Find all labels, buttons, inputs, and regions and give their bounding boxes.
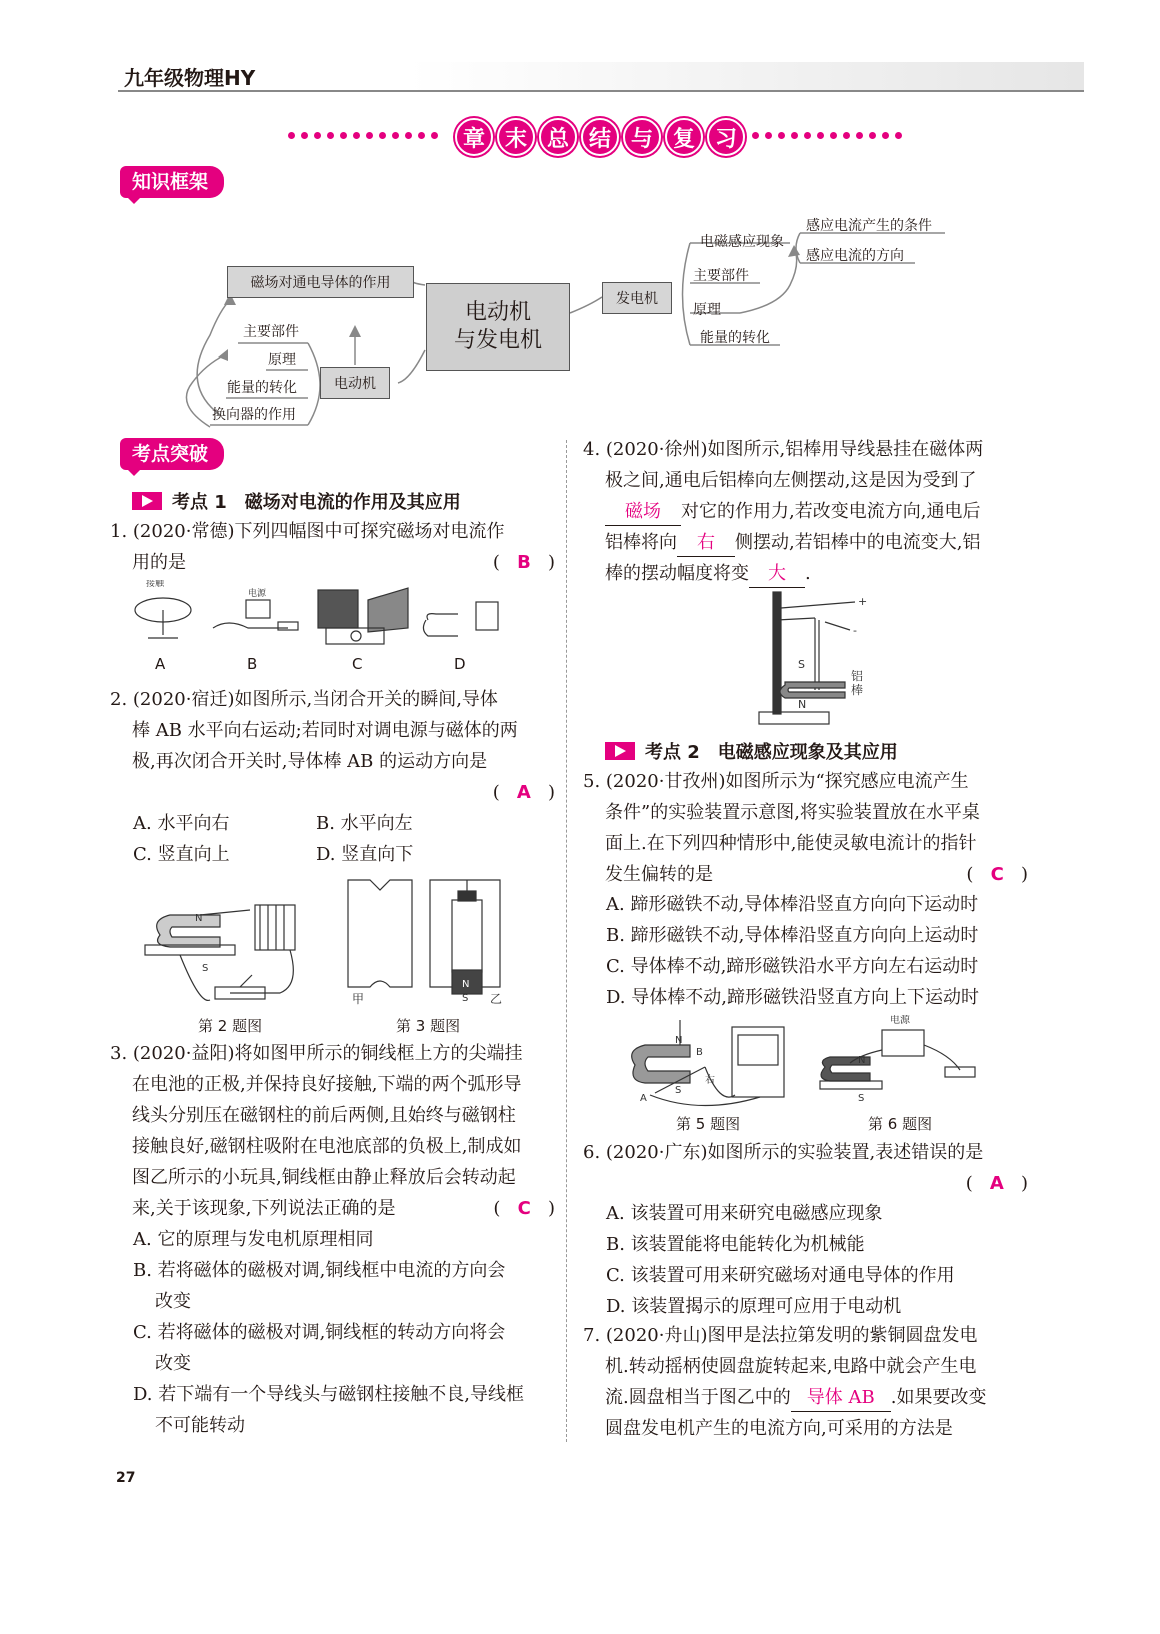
header-rule	[118, 90, 1084, 92]
q3-line: 来,关于该现象,下列说法正确的是	[132, 1198, 396, 1219]
fig3-label-jia: 甲	[352, 992, 365, 1006]
q7-line: 机.转动摇柄使圆盘旋转起来,电路中就会产生电	[605, 1356, 977, 1377]
q5-line: 面上.在下列四种情形中,能使灵敏电流计的指针	[605, 833, 977, 854]
q1-answer: B	[517, 552, 531, 573]
title-dots-right	[752, 128, 902, 142]
fig-small-label: 电源	[248, 589, 267, 599]
q1-fig-label: B	[247, 655, 258, 673]
q2-option: C. 竖直向上	[133, 844, 230, 865]
q3-line: 在电池的正极,并保持良好接触,下端的两个弧形导	[132, 1074, 522, 1095]
mindmap-node-motor: 电动机	[320, 367, 390, 399]
fig4-label: 棒	[851, 683, 864, 697]
q3-option-cont: 改变	[155, 1353, 191, 1374]
center-line2: 与发电机	[453, 328, 542, 353]
q4-line: 对它的作用力,若改变电流方向,通电后	[681, 501, 981, 522]
q5-options	[606, 889, 1026, 1013]
q3-option-cont: 改变	[155, 1291, 191, 1312]
svg-text:S: S	[858, 1093, 865, 1104]
q2-answer: A	[516, 782, 531, 803]
page-number: 27	[116, 1470, 136, 1486]
motor-item: 换向器的作用	[212, 407, 296, 423]
gen-item: 主要部件	[693, 268, 749, 284]
q4-line: 4. (2020·徐州)如图所示,铝棒用导线悬挂在磁体两	[583, 439, 984, 460]
play-icon	[605, 742, 635, 760]
title-char: 结	[581, 118, 619, 156]
title-char: 与	[623, 118, 661, 156]
q7-line: .如果要改变	[890, 1387, 987, 1408]
question-2	[110, 684, 555, 808]
q2-answer-bracket: ( A )	[492, 782, 555, 803]
q7-line: 流.圆盘相当于图乙中的	[605, 1387, 791, 1408]
chapter-title	[455, 118, 745, 156]
q1-fig-label: A	[155, 655, 166, 673]
title-char: 末	[497, 118, 535, 156]
point2-title: 电磁感应现象及其应用	[717, 742, 898, 763]
svg-text:S: S	[202, 963, 209, 974]
q5-option: C. 导体棒不动,蹄形磁铁沿水平方向左右运动时	[606, 956, 979, 977]
q6-answer: A	[989, 1173, 1004, 1194]
q5-line: 条件”的实验装置示意图,将实验装置放在水平桌	[605, 802, 980, 823]
em-item: 感应电流产生的条件	[806, 218, 932, 234]
q6-option: C. 该装置可用来研究磁场对通电导体的作用	[606, 1265, 955, 1286]
q7-blank: 导体 AB	[791, 1385, 891, 1412]
q5-line: 5. (2020·甘孜州)如图所示为“探究感应电流产生	[583, 771, 969, 792]
mindmap-node-magnetic-force: 磁场对通电导体的作用	[227, 266, 414, 298]
q3-line: 线头分别压在磁钢柱的前后两侧,且始终与磁钢柱	[132, 1105, 516, 1126]
q1-line: 用的是	[132, 552, 186, 573]
q4-blank: 磁场	[605, 499, 681, 526]
em-induction-label: 电磁感应现象	[700, 234, 784, 250]
mindmap-center-node	[426, 283, 570, 371]
svg-text:S: S	[462, 993, 469, 1004]
question-6	[583, 1137, 1028, 1199]
q6-options	[606, 1198, 1026, 1322]
q7-line: 7. (2020·舟山)图甲是法拉第发明的紫铜圆盘发电	[583, 1325, 978, 1346]
q2-option: A. 水平向右	[133, 813, 230, 834]
q1-figures	[128, 580, 508, 650]
header-band	[118, 62, 1084, 90]
q6-answer-bracket: ( A )	[965, 1173, 1028, 1194]
tag-breakthrough: 考点突破	[120, 438, 224, 470]
fig-small-label: 接触	[146, 580, 165, 589]
q2-option: B. 水平向左	[316, 813, 413, 834]
question-7	[583, 1320, 1028, 1444]
question-5	[583, 766, 1028, 890]
svg-text:N: N	[195, 913, 203, 924]
tag-knowledge-framework: 知识框架	[120, 166, 224, 198]
q4-blank: 右	[677, 530, 735, 557]
q3-option: D. 若下端有一个导线头与磁钢柱接触不良,导线框	[133, 1384, 524, 1405]
fig6-label-power: 电源	[890, 1015, 910, 1026]
point1-title: 磁场对电流的作用及其应用	[244, 492, 461, 513]
mindmap-node-generator: 发电机	[602, 282, 672, 314]
q2-q3-figures	[140, 875, 520, 1015]
q3-answer-bracket: ( C )	[493, 1198, 555, 1219]
q5-answer-bracket: ( C )	[966, 864, 1028, 885]
q3-line: 图乙所示的小玩具,铜线框由静止释放后会转动起	[132, 1167, 516, 1188]
play-icon	[132, 492, 162, 510]
q1-answer-bracket: ( B )	[492, 552, 555, 573]
title-char: 复	[665, 118, 703, 156]
q3-option-cont: 不可能转动	[155, 1415, 245, 1436]
question-3	[110, 1038, 555, 1224]
q5-answer: C	[990, 864, 1004, 885]
svg-text:S: S	[798, 658, 805, 671]
motor-item: 能量的转化	[227, 380, 297, 396]
q4-line: 极之间,通电后铝棒向左侧摆动,这是因为受到了	[605, 470, 977, 491]
q5-option: D. 导体棒不动,蹄形磁铁沿竖直方向上下运动时	[606, 987, 979, 1008]
q4-line: 棒的摆动幅度将变	[605, 563, 749, 584]
q3-line: 接触良好,磁钢柱吸附在电池底部的负极上,制成如	[132, 1136, 522, 1157]
q2-line: 棒 AB 水平向右运动;若同时对调电源与磁体的两	[132, 720, 518, 741]
center-line1: 电动机	[464, 300, 531, 325]
q3-line: 3. (2020·益阳)将如图甲所示的铜线框上方的尖端挂	[110, 1043, 523, 1064]
svg-text:N: N	[798, 698, 807, 711]
point1-heading	[132, 488, 461, 514]
q2-option: D. 竖直向下	[316, 844, 414, 865]
svg-text:N: N	[675, 1035, 683, 1046]
fig-caption: 第 2 题图	[198, 1017, 263, 1035]
point1-label: 考点 1	[172, 492, 227, 513]
q4-blank: 大	[749, 561, 805, 588]
svg-text:+: +	[858, 595, 868, 608]
fig-caption: 第 5 题图	[676, 1115, 741, 1133]
gen-item: 能量的转化	[700, 330, 770, 346]
fig-caption: 第 3 题图	[396, 1017, 461, 1035]
q5-option: A. 蹄形磁铁不动,导体棒沿竖直方向向下运动时	[606, 894, 979, 915]
q6-line: 6. (2020·广东)如图所示的实验装置,表述错误的是	[583, 1142, 984, 1163]
q6-option: A. 该装置可用来研究电磁感应现象	[606, 1203, 883, 1224]
mindmap-connectors	[180, 205, 980, 435]
q4-line: 侧摆动,若铝棒中的电流变大,铝	[735, 532, 981, 553]
point2-heading	[605, 738, 898, 764]
book-title: 九年级物理HY	[124, 66, 256, 90]
q1-fig-label: C	[352, 655, 363, 673]
fig4-label: 铝	[851, 669, 864, 683]
svg-text:N: N	[462, 979, 470, 990]
title-dots-left	[288, 128, 438, 142]
fig-caption: 第 6 题图	[868, 1115, 933, 1133]
q1-fig-label: D	[454, 655, 466, 673]
q4-figure	[755, 590, 885, 730]
motor-item: 主要部件	[243, 324, 299, 340]
q2-line: 极,再次闭合开关时,导体棒 AB 的运动方向是	[132, 751, 488, 772]
q3-options	[133, 1224, 553, 1441]
q3-option: A. 它的原理与发电机原理相同	[133, 1229, 374, 1250]
gen-item: 原理	[693, 302, 721, 318]
title-char: 总	[539, 118, 577, 156]
q3-option: B. 若将磁体的磁极对调,铜线框中电流的方向会	[133, 1260, 506, 1281]
q7-line: 圆盘发电机产生的电流方向,可采用的方法是	[605, 1418, 953, 1439]
motor-item: 原理	[268, 352, 296, 368]
question-4: 4. (2020·徐州)如图所示,铝棒用导线悬挂在磁体两 极之间,通电后铝棒向左侧摆动,这是因为受到了 磁场 对它的作用力,若改变电流方向,通电后 铝棒将向 右 侧摆动,若铝棒中的电流变大,铝 棒的摆动幅度将变 大 .	[583, 434, 1028, 589]
q5-q6-figures	[620, 1015, 1000, 1115]
q5-option: B. 蹄形磁铁不动,导体棒沿竖直方向向上运动时	[606, 925, 979, 946]
q6-option: B. 该装置能将电能转化为机械能	[606, 1234, 865, 1255]
svg-text:B: B	[696, 1047, 703, 1058]
column-divider	[566, 440, 567, 1442]
fig3-label-yi: 乙	[490, 992, 503, 1006]
q6-option: D. 该装置揭示的原理可应用于电动机	[606, 1296, 902, 1317]
svg-text:S: S	[675, 1085, 682, 1096]
svg-text:右: 右	[705, 1075, 715, 1086]
title-char: 章	[455, 118, 493, 156]
svg-text:A: A	[640, 1093, 647, 1104]
svg-text:N: N	[858, 1055, 866, 1066]
question-1	[110, 516, 555, 578]
q4-line: 铝棒将向	[605, 532, 677, 553]
q2-line: 2. (2020·宿迁)如图所示,当闭合开关的瞬间,导体	[110, 689, 498, 710]
q3-answer: C	[517, 1198, 531, 1219]
svg-text:-: -	[853, 624, 857, 637]
point2-label: 考点 2	[645, 742, 700, 763]
em-item: 感应电流的方向	[806, 248, 904, 264]
q1-line: 1. (2020·常德)下列四幅图中可探究磁场对电流作	[110, 521, 505, 542]
q5-line: 发生偏转的是	[605, 864, 713, 885]
q3-option: C. 若将磁体的磁极对调,铜线框的转动方向将会	[133, 1322, 506, 1343]
title-char: 习	[707, 118, 745, 156]
